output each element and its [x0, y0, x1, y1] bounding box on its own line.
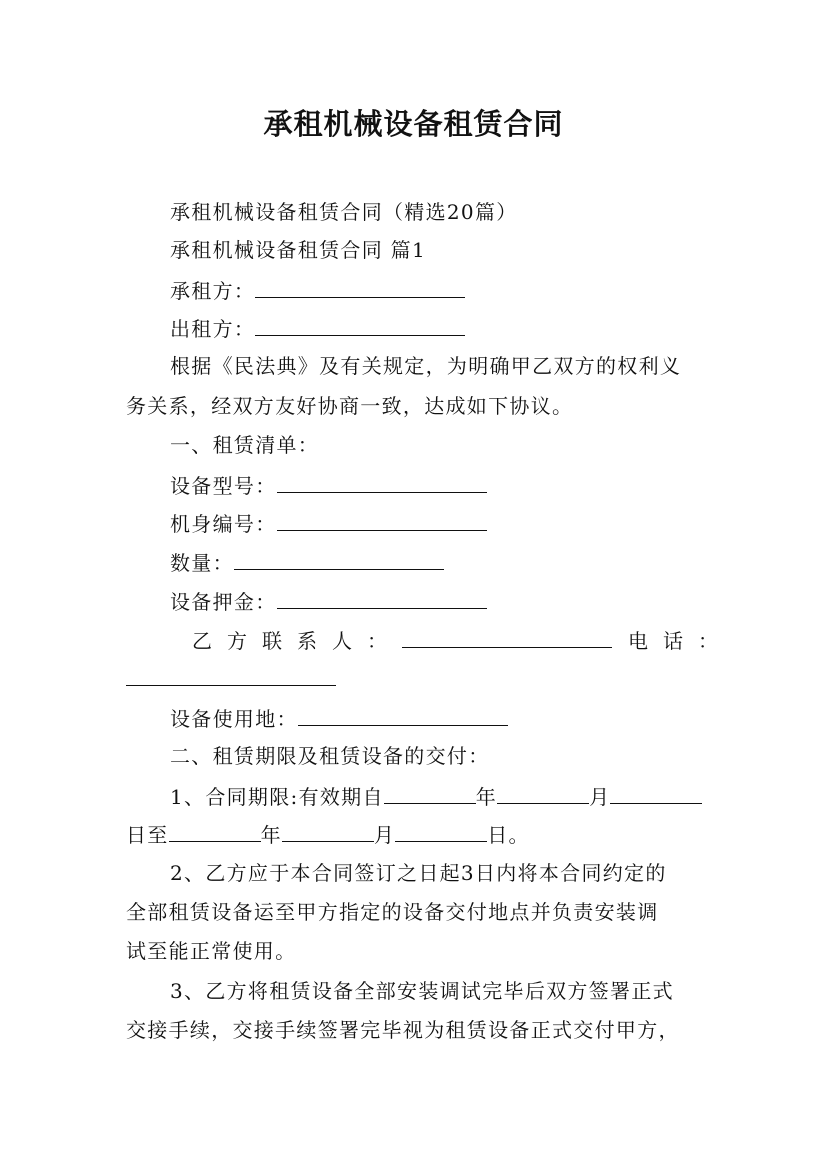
year-label: 年 — [475, 785, 498, 809]
model-line — [170, 471, 487, 500]
phone-line — [126, 664, 336, 693]
clause1-line2 — [126, 820, 530, 849]
deposit-blank — [277, 587, 487, 609]
lessor-blank — [255, 314, 465, 336]
month-label: 月 — [589, 785, 611, 809]
document-subtitle: 承租机械设备租赁合同（精选20篇） — [170, 200, 518, 224]
clause2-line2: 全部租赁设备运至甲方指定的设备交付地点并负责安装调 — [126, 900, 659, 924]
day-end-label: 日。 — [487, 823, 530, 847]
start-month-blank — [497, 782, 589, 804]
contact-blank — [402, 626, 612, 648]
serial-line — [170, 509, 487, 538]
section-heading: 承租机械设备租赁合同 篇1 — [170, 238, 426, 262]
intro-paragraph-line1: 根据《民法典》及有关规定，为明确甲乙双方的权利义 — [170, 354, 682, 378]
start-year-blank — [384, 782, 476, 804]
deposit-label: 设备押金： — [170, 590, 277, 614]
part1-heading: 一、租赁清单： — [170, 433, 320, 457]
location-line — [170, 704, 508, 733]
document-title: 承租机械设备租赁合同 — [263, 107, 564, 141]
phone-label: 电话： — [628, 629, 733, 653]
start-day-blank — [610, 782, 702, 804]
end-month-blank — [282, 820, 374, 842]
intro-paragraph-line2: 务关系，经双方友好协商一致，达成如下协议。 — [126, 394, 574, 418]
clause3-line1: 3、乙方将租赁设备全部安装调试完毕后双方签署正式 — [170, 979, 674, 1003]
serial-blank — [277, 509, 487, 531]
model-label: 设备型号： — [170, 474, 277, 498]
phone-blank — [126, 664, 336, 686]
lessee-line — [170, 276, 465, 305]
clause2-line3: 试至能正常使用。 — [126, 939, 297, 963]
clause2-line1: 2、乙方应于本合同签订之日起3日内将本合同约定的 — [170, 861, 667, 885]
clause1-line1 — [170, 782, 702, 811]
end-year-blank — [169, 820, 261, 842]
end-month-label: 月 — [373, 823, 396, 847]
location-blank — [298, 704, 508, 726]
quantity-blank — [234, 548, 444, 570]
end-day-blank — [395, 820, 487, 842]
contact-label: 乙方联系人： — [192, 629, 402, 653]
quantity-label: 数量： — [170, 551, 234, 575]
end-year-label: 年 — [260, 823, 282, 847]
contact-line — [192, 626, 733, 655]
clause3-line2: 交接手续，交接手续签署完毕视为租赁设备正式交付甲方， — [126, 1018, 680, 1042]
day-to-label: 日至 — [126, 823, 169, 847]
serial-label: 机身编号： — [170, 512, 277, 536]
lessor-line — [170, 314, 465, 343]
quantity-line — [170, 548, 444, 577]
model-blank — [277, 471, 487, 493]
location-label: 设备使用地： — [170, 707, 298, 731]
part2-heading: 二、租赁期限及租赁设备的交付： — [170, 744, 490, 768]
clause1-text: 1、合同期限:有效期自 — [170, 785, 384, 809]
lessor-label: 出租方： — [170, 317, 256, 341]
deposit-line — [170, 587, 487, 616]
lessee-label: 承租方： — [170, 279, 256, 303]
lessee-blank — [255, 276, 465, 298]
